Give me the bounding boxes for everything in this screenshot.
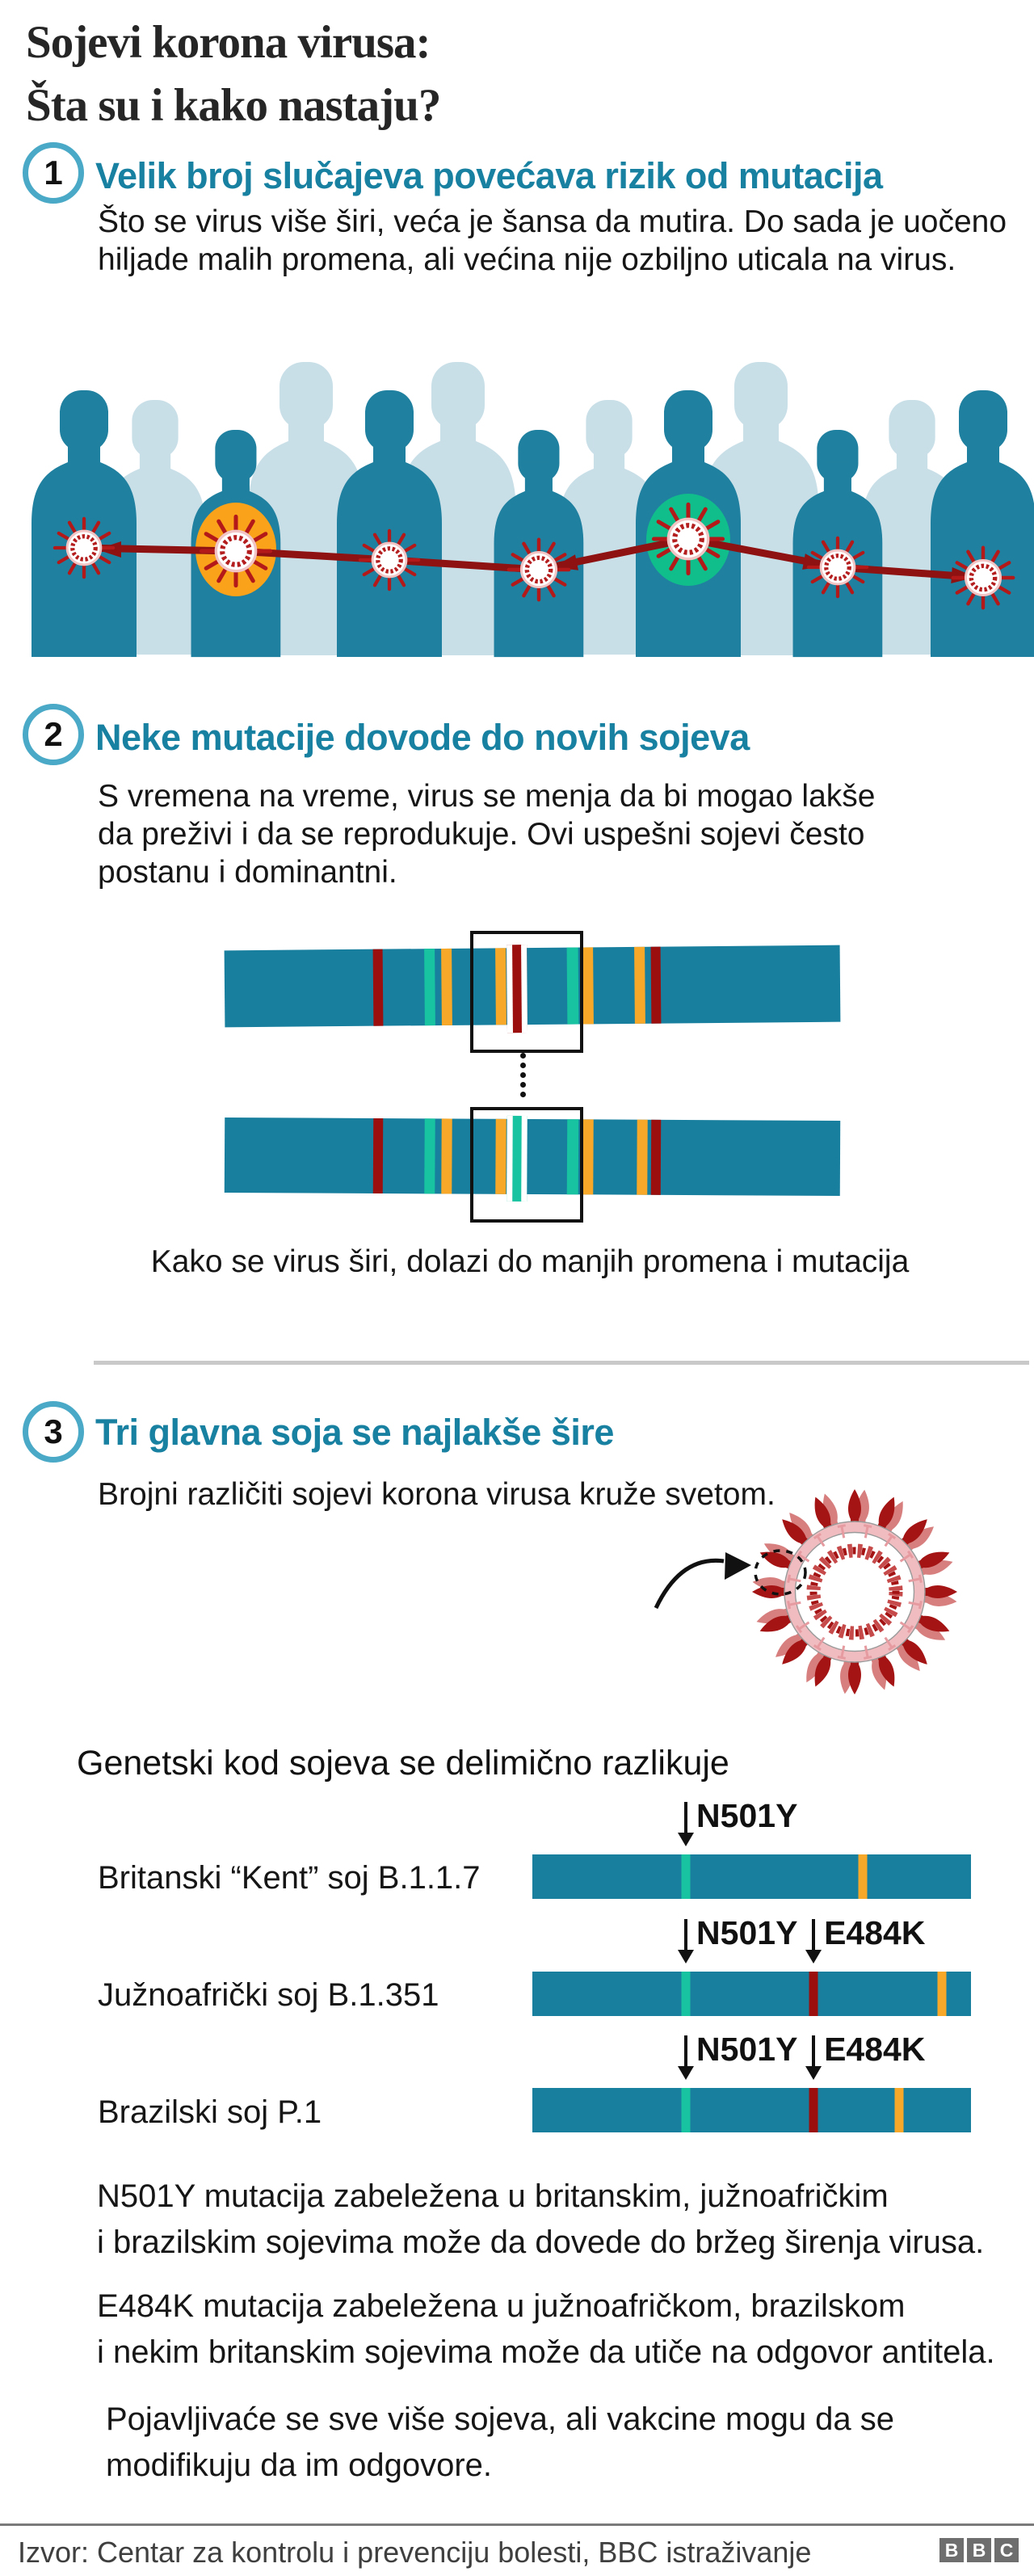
- section-2-body-line: S vremena na vreme, virus se menja da bi mogao lakše: [98, 779, 876, 814]
- callout-arrowhead: [725, 1552, 751, 1580]
- mutation-stripe-green: [682, 1972, 691, 2016]
- note-line: Pojavljivaće se sve više sojeva, ali vakcine mogu da se: [106, 2401, 895, 2437]
- marker-arrowhead-icon: [678, 2066, 694, 2080]
- section-2-number-badge: [23, 704, 84, 765]
- section-divider: [94, 1361, 1029, 1365]
- note-line: i nekim britanskim sojevima može da utiče na odgovor antitela.: [97, 2334, 995, 2370]
- note-line: E484K mutacija zabeležena u južnoafričkom, brazilskom: [97, 2288, 906, 2324]
- footer-divider: [0, 2523, 1034, 2526]
- section-3-heading: Tri glavna soja se najlakše šire: [95, 1412, 614, 1453]
- bbc-logo-icon: [939, 2538, 1019, 2562]
- genome-zoom-box-top: [470, 931, 583, 1053]
- bbc-logo-letter: B: [939, 2538, 964, 2562]
- marker-arrow-line: [812, 1919, 815, 1951]
- marker-arrow-line: [684, 2035, 687, 2068]
- strain-3-mutation-markers: [532, 2031, 971, 2089]
- source-attribution: Izvor: Centar za kontrolu i prevenciju bolesti, BBC istraživanje: [18, 2536, 812, 2569]
- mutation-stripe-green: [682, 2088, 691, 2132]
- mutation-stripe-orange: [583, 1119, 594, 1194]
- mutation-stripe-green: [424, 1118, 435, 1193]
- marker-arrow-line: [684, 1919, 687, 1951]
- strain-2-genome-bar: [532, 1972, 971, 2016]
- mutation-stripe-darkred: [651, 947, 662, 1024]
- mutation-stripe-orange: [637, 1120, 647, 1195]
- mutation-name-label: N501Y: [696, 2031, 798, 2068]
- note-line: i brazilskim sojevima može da dovede do bržeg širenja virusa.: [97, 2225, 985, 2260]
- marker-arrowhead-icon: [678, 1950, 694, 1964]
- note-n501y: [97, 2174, 984, 2266]
- section-3-number: 3: [44, 1412, 63, 1450]
- note-line: N501Y mutacija zabeležena u britanskim, južnoafričkim: [97, 2178, 889, 2214]
- mutation-name-label: E484K: [824, 1914, 926, 1951]
- mutation-stripe-orange: [582, 947, 594, 1024]
- section-3-number-badge: [23, 1401, 84, 1463]
- section-1-body-line: Što se virus više širi, veća je šansa da mutira. Do sada je uočeno: [98, 204, 1007, 239]
- strains-heading: Genetski kod sojeva se delimično razlikuje: [77, 1744, 729, 1783]
- strain-2-label: Južnoafrički soj B.1.351: [98, 1977, 439, 2013]
- mutation-stripe-orange: [441, 949, 452, 1025]
- genome-diagram-caption: Kako se virus širi, dolazi do manjih promena i mutacija: [150, 1244, 910, 1279]
- section-2-body-line: da preživi i da se reprodukuje. Ovi uspešni sojevi često: [98, 817, 865, 852]
- bbc-logo-letter: C: [994, 2538, 1019, 2562]
- mutation-stripe-green: [682, 1854, 691, 1899]
- page-title: [26, 11, 440, 137]
- mutation-stripe-green: [424, 949, 435, 1025]
- section-1-body: [98, 203, 1007, 279]
- mutation-stripe-orange: [894, 2088, 903, 2132]
- mutation-stripe-darkred: [372, 949, 383, 1026]
- mutation-stripe-orange: [858, 1854, 867, 1899]
- marker-arrow-line: [812, 2035, 815, 2068]
- mutation-name-label: N501Y: [696, 1914, 798, 1951]
- title-line-1: Sojevi korona virusa:: [26, 17, 431, 68]
- marker-arrowhead-icon: [805, 1950, 822, 1964]
- section-1-body-line: hiljade malih promena, ali većina nije ozbiljno uticala na virus.: [98, 242, 956, 277]
- section-2-body-line: postanu i dominantni.: [98, 855, 397, 890]
- genome-link-dots: [520, 1053, 526, 1097]
- strain-1-mutation-markers: [532, 1797, 971, 1855]
- coronavirus-spike-illustration: [614, 1471, 986, 1729]
- strain-1-label: Britanski “Kent” soj B.1.1.7: [98, 1860, 481, 1896]
- mutation-name-label: E484K: [824, 2031, 926, 2068]
- mutation-stripe-orange: [634, 947, 645, 1024]
- strain-2-mutation-markers: [532, 1914, 971, 1972]
- genome-mutation-diagram: [0, 921, 1034, 1301]
- section-1-number: 1: [44, 154, 63, 192]
- mutation-stripe-orange: [441, 1118, 452, 1193]
- section-3-body-line: Brojni različiti sojevi korona virusa kruže svetom.: [98, 1477, 776, 1512]
- mutation-stripe-orange: [938, 1972, 947, 2016]
- note-vaccines: [106, 2397, 894, 2489]
- section-1-number-badge: [23, 142, 84, 204]
- marker-arrow-line: [684, 1802, 687, 1834]
- section-1-heading: Velik broj slučajeva povećava rizik od mutacija: [95, 155, 883, 196]
- mutation-stripe-darkred: [809, 2088, 818, 2132]
- note-line: modifikuju da im odgovore.: [106, 2448, 493, 2483]
- title-line-2: Šta su i kako nastaju?: [26, 80, 441, 131]
- section-2-number: 2: [44, 715, 63, 753]
- mutation-stripe-darkred: [372, 1118, 382, 1193]
- strain-3-genome-bar: [532, 2088, 971, 2132]
- marker-arrowhead-icon: [805, 2066, 822, 2080]
- note-e484k: [97, 2283, 995, 2376]
- marker-arrowhead-icon: [678, 1833, 694, 1846]
- callout-arrow: [656, 1560, 724, 1608]
- mutation-name-label: N501Y: [696, 1797, 798, 1834]
- strain-1-genome-bar: [532, 1854, 971, 1899]
- section-2-body: [98, 777, 875, 891]
- crowd-transmission-illustration: [0, 356, 1034, 663]
- section-2-heading: Neke mutacije dovode do novih sojeva: [95, 717, 750, 758]
- strain-3-label: Brazilski soj P.1: [98, 2094, 322, 2130]
- bbc-logo-letter: B: [967, 2538, 991, 2562]
- mutation-stripe-darkred: [651, 1120, 661, 1195]
- genome-zoom-box-bottom: [470, 1107, 583, 1223]
- mutation-stripe-darkred: [809, 1972, 818, 2016]
